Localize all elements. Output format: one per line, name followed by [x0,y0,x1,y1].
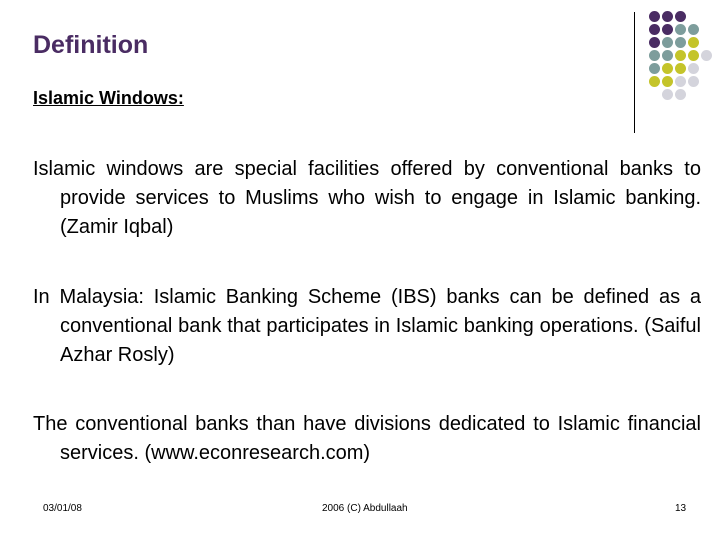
decor-dot [649,76,660,87]
decor-dot [688,76,699,87]
decor-dot [649,50,660,61]
section-subheading: Islamic Windows: [33,88,184,108]
footer-copyright: 2006 (C) Abdullaah [322,503,408,514]
decor-dot [675,24,686,35]
decor-dot [688,37,699,48]
decor-dot [675,37,686,48]
paragraph-conventional-banks: The conventional banks than have divisions dedicated to Islamic financial services. (www.econresearch.com) [33,413,701,464]
decorative-divider [634,12,635,133]
decor-dot [675,63,686,74]
decor-dot [662,89,673,100]
decor-dot [649,63,660,74]
decor-dot [662,37,673,48]
decor-dot [688,63,699,74]
decor-dot [675,89,686,100]
decorative-dot-grid [646,11,726,121]
slide-title: Definition [33,31,149,59]
paragraph-islamic-windows: Islamic windows are special facilities offered by conventional banks to provide services to Muslims who wish to engage in Islamic banking. (Zamir Iqbal) [33,158,701,238]
decor-dot [662,24,673,35]
decor-dot [662,76,673,87]
decor-dot [662,50,673,61]
decor-dot [649,11,660,22]
footer-date: 03/01/08 [43,503,82,514]
decor-dot [649,24,660,35]
footer-page-number: 13 [675,503,687,514]
decor-dot [688,24,699,35]
decor-dot [662,63,673,74]
decor-dot [675,11,686,22]
decor-dot [662,11,673,22]
decor-dot [701,50,712,61]
decor-dot [675,76,686,87]
paragraph-malaysia-ibs: In Malaysia: Islamic Banking Scheme (IBS) banks can be defined as a conventional bank that participates in Islamic banking operations. (Saiful Azhar Rosly) [33,286,701,366]
decor-dot [688,50,699,61]
decor-dot [675,50,686,61]
decor-dot [649,37,660,48]
